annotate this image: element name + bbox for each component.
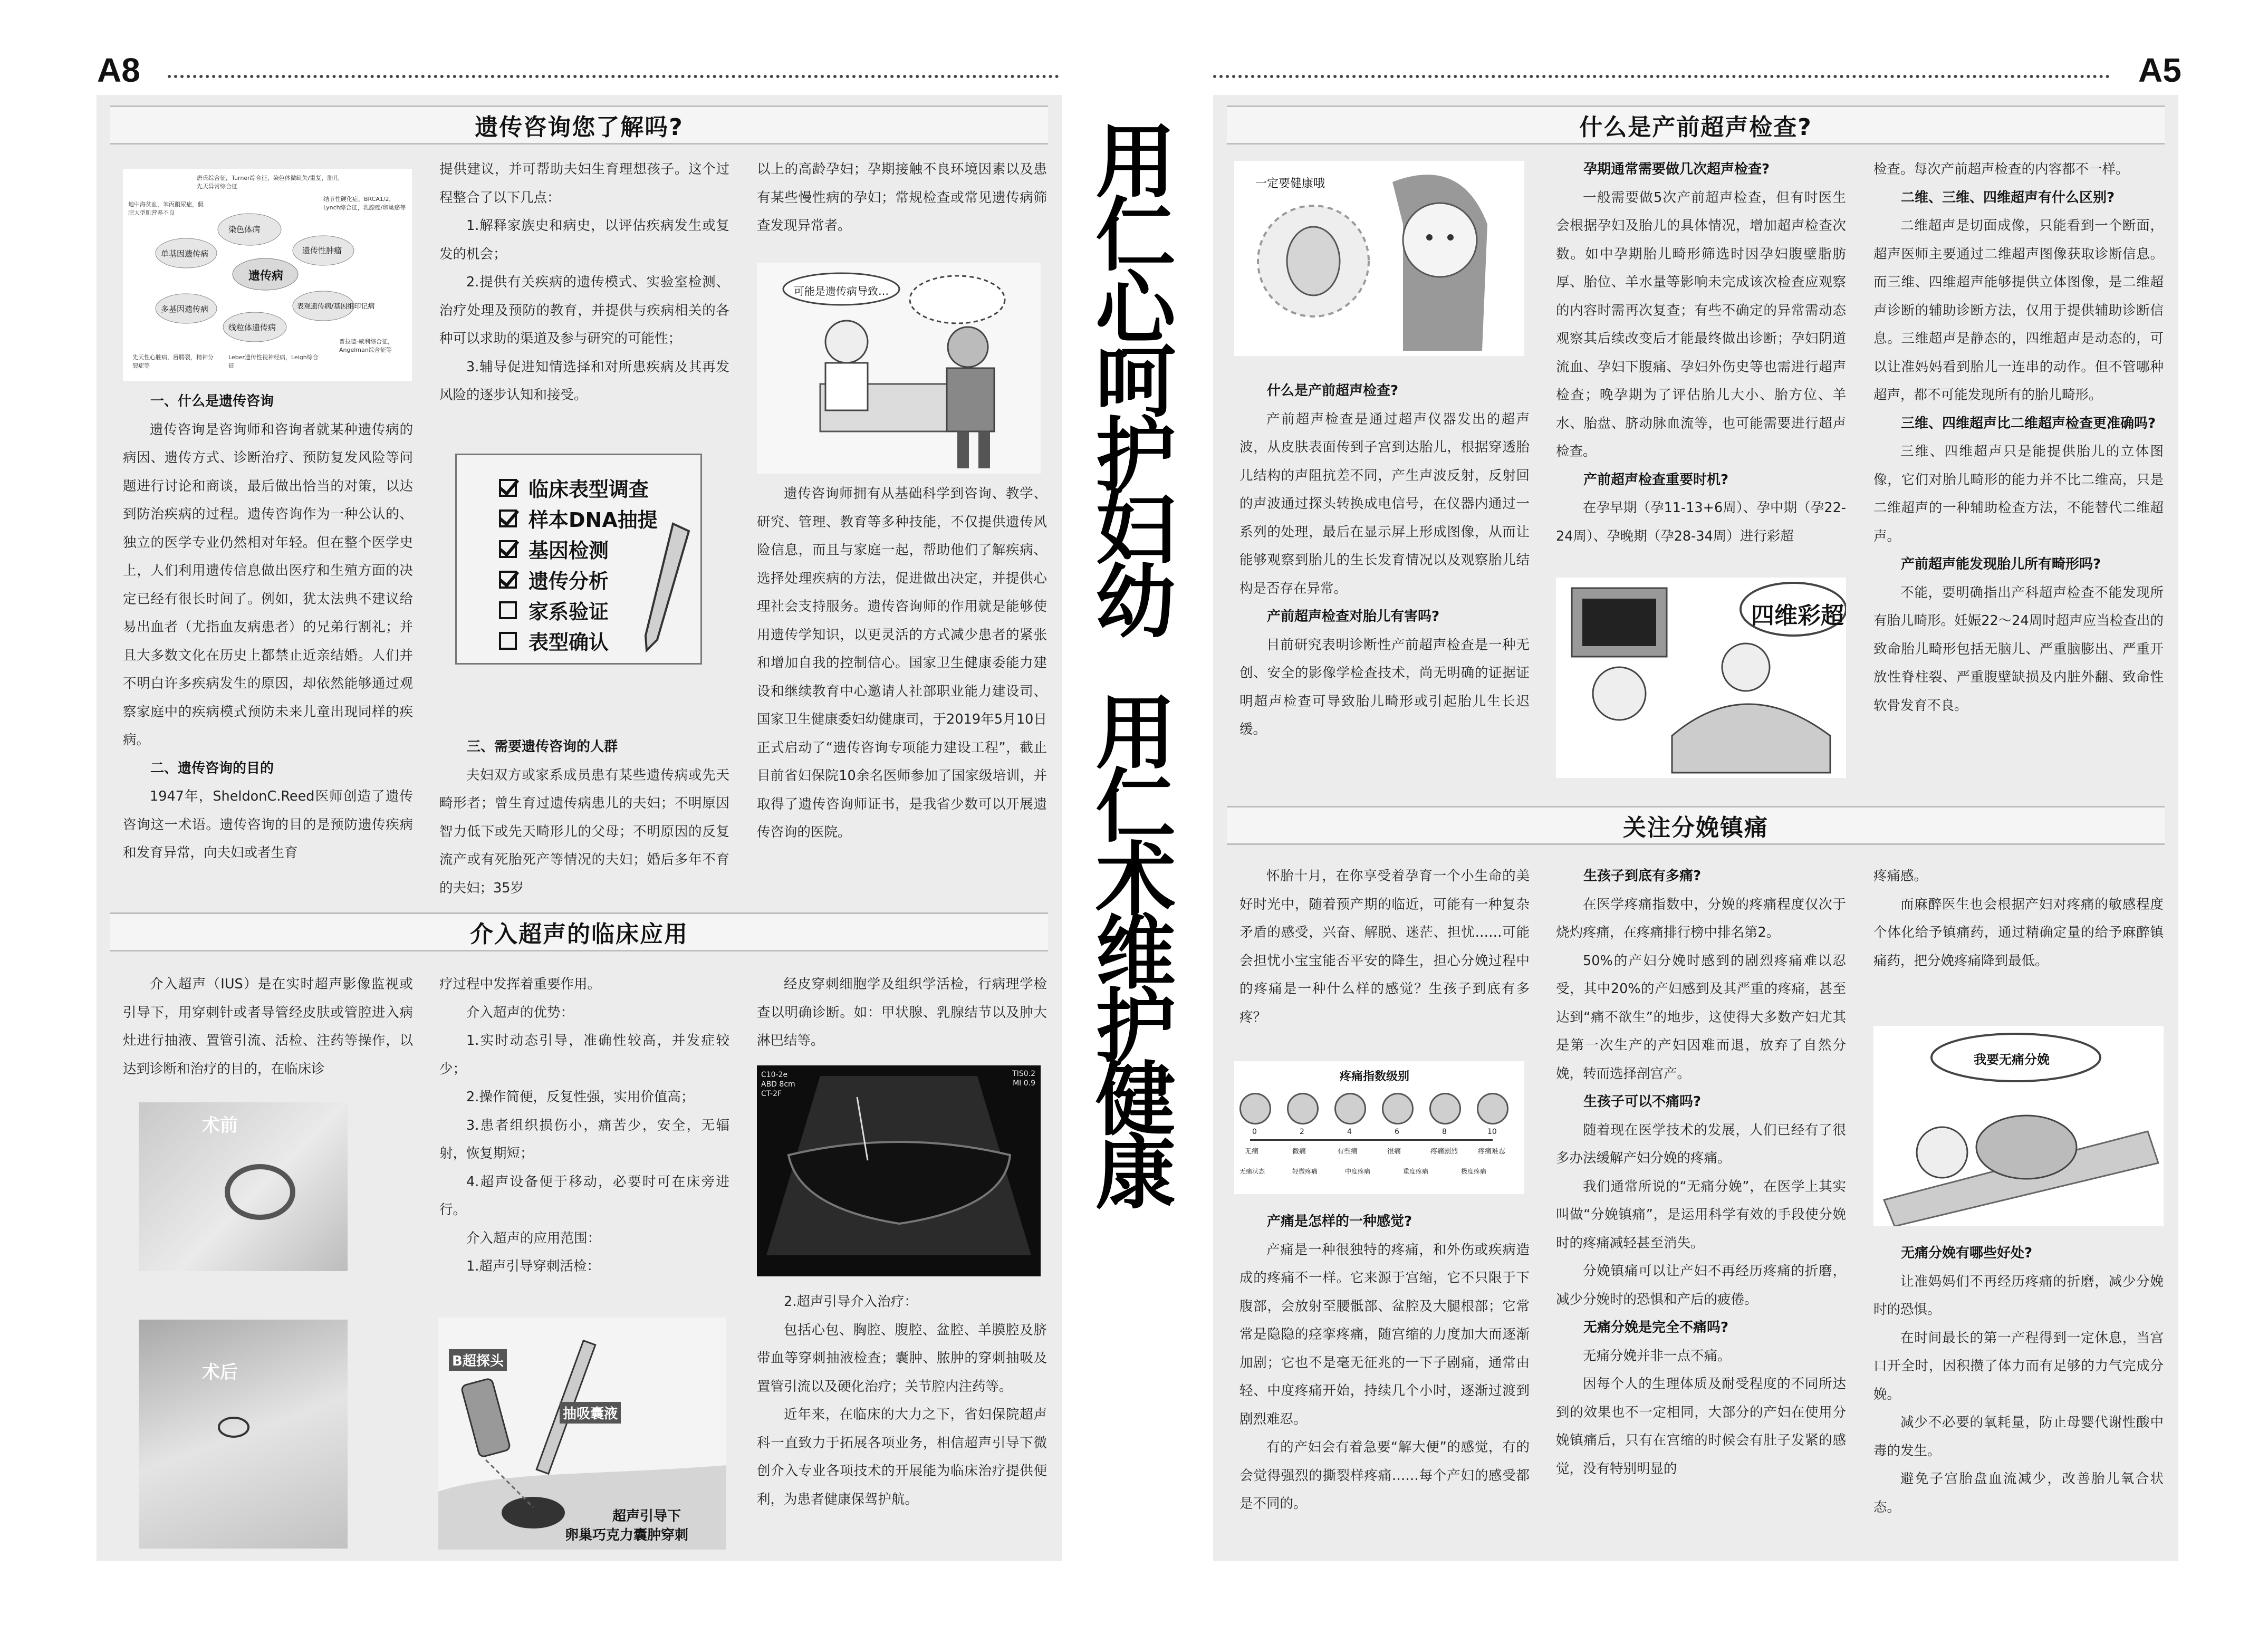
diagram-note-6: 地中海贫血，苯丙酮尿症，假肥大型肌营养不良	[128, 201, 204, 216]
paragraph: 以上的高龄孕妇；孕期接触不良环境因素以及患有某些慢性病的孕妇；常规检查或常见遗传病筛查发现异常者。	[757, 161, 1047, 234]
pain-scale-chart	[1234, 1061, 1524, 1194]
list-item: 1.解释家族史和病史，以评估疾病发生或复发的机会；	[439, 218, 729, 262]
a8-s2-col1	[123, 970, 413, 1092]
list-item: 1.超声引导穿刺活检：	[466, 1258, 600, 1274]
diagram-note-5: 先天性心脏病，唇腭裂，精神分裂症等	[132, 354, 214, 369]
diagram-note-3: 普拉德-威利综合征，Angelman综合征等	[339, 338, 393, 353]
heading: 一、什么是遗传咨询	[150, 393, 274, 409]
face-caption: 很痛	[1387, 1148, 1401, 1156]
checkbox-checked-icon	[499, 540, 517, 558]
4d-ultrasound-illustration	[1556, 578, 1846, 778]
genetic-disease-diagram	[123, 169, 412, 381]
paragraph: 不能，要明确指出产科超声检查不能发现所有胎儿畸形。妊娠22～24周时超声应当检查出的致命胎儿畸形包括无脑儿、严重脑膨出、严重开放性脊柱裂、严重腹壁缺损及内脏外翻、致命性软骨发育不良。	[1873, 584, 2164, 714]
paragraph: 无痛分娩并非一点不痛。	[1583, 1348, 1731, 1364]
header-rule-left	[168, 75, 1059, 78]
genetic-test-checklist-figure	[455, 454, 702, 665]
page-number-left: A8	[97, 51, 140, 89]
scale-line	[1250, 1139, 1493, 1141]
heading: 什么是产前超声检查?	[1267, 383, 1399, 399]
face-icon	[1429, 1093, 1461, 1124]
heading: 无痛分娩有哪些好处?	[1901, 1245, 2033, 1261]
diagram-node-polygenic: 多基因遗传病	[161, 304, 209, 314]
heading: 三、需要遗传咨询的人群	[467, 739, 618, 755]
diagram-note-4: Leber遗传性视神经病，Leigh综合征	[228, 354, 319, 369]
diagram-node-monogenic: 单基因遗传病	[161, 249, 209, 258]
pain-scale-title: 疼痛指数级别	[1340, 1070, 1410, 1083]
heading: 二维、三维、四维超声有什么区别?	[1901, 189, 2115, 206]
heading: 生孩子可以不痛吗?	[1583, 1094, 1702, 1110]
face-caption: 疼痛难忍	[1478, 1148, 1506, 1156]
headline-line-1: 用仁心呵护妇幼	[1095, 116, 1176, 649]
paragraph: 产痛是一种很独特的疼痛，和外伤或疾病造成的疼痛不一样。它来源于宫缩，它不只限于下腹部，会放射至腰骶部、盆腔及大腿根部；它常常是隐隐的痉挛疼痛，随宫缩的力度加大而逐渐加剧；它也不是毫无征兆的一下子剧痛，通常由轻、中度疼痛开始，持续几个小时，逐渐过渡到剧烈难忍。	[1239, 1242, 1530, 1427]
paragraph: 疗过程中发挥着重要作用。	[439, 976, 601, 992]
a5-s2-col1	[1239, 862, 1530, 1036]
paragraph: 近年来，在临床的大力之下，省妇保院超声科一直致力于拓展各项业务，相信超声引导下微创介入专业各项技术的开展能为临床治疗提供便利，为患者健康保驾护航。	[757, 1407, 1047, 1507]
paragraph: 三维、四维超声只是能提供胎儿的立体图像，它们对胎儿畸形的能力并不比二维高，只是二维超声的一种辅助检查方法，不能替代二维超声。	[1873, 444, 2164, 544]
paragraph: 在孕早期（孕11-13+6周）、孕中期（孕22-24周）、孕晚期（孕28-34周）进行彩超	[1556, 500, 1846, 544]
paragraph: 分娩镇痛可以让产妇不再经历疼痛的折磨，减少分娩时的恐惧和产后的疲倦。	[1556, 1263, 1846, 1307]
4d-color-ultrasound-label: 四维彩超	[1751, 602, 1844, 629]
checklist-item: 临床表型调查	[499, 473, 649, 502]
painless-delivery-illustration	[1873, 1026, 2164, 1226]
speech-bubble: 可能是遗传病导致…	[794, 285, 889, 297]
paragraph: 目前研究表明诊断性产前超声检查是一种无创、安全的影像学检查技术，尚无明确的证据证明超声检查可导致胎儿畸形或引起胎儿生长迟缓。	[1239, 637, 1530, 737]
after-label: 术后	[202, 1362, 238, 1383]
heading: 产前超声能发现胎儿所有畸形吗?	[1901, 556, 2101, 572]
diagram-node-tumor: 遗传性肿瘤	[302, 246, 342, 255]
face-caption: 微痛	[1292, 1148, 1306, 1156]
a8-s2-col3	[757, 970, 1047, 1065]
face-caption: 疼痛剧烈	[1430, 1148, 1458, 1156]
a5-s2-col1-lower	[1239, 1208, 1530, 1551]
checklist-item: 遗传分析	[499, 565, 609, 594]
paragraph: 而麻醉医生也会根据产妇对疼痛的敏感程度个体化给予镇痛药，通过精确定量的给予麻醉镇痛药，把分娩疼痛降到最低。	[1873, 896, 2164, 969]
heading: 三维、四维超声比二维超声检查更准确吗?	[1901, 415, 2156, 431]
face-icon	[1334, 1093, 1366, 1124]
paragraph: 减少不必要的氧耗量，防止母婴代谢性酸中毒的发生。	[1873, 1415, 2164, 1459]
diagram-note-2: 结节性硬化症，BRCA1/2，Lynch综合征，乳腺癌/卵巢癌等	[323, 196, 406, 211]
face-icon	[1239, 1093, 1271, 1124]
heading: 生孩子到底有多痛?	[1583, 868, 1702, 884]
a8-s1-col1	[123, 388, 413, 994]
ultrasound-scan-image	[757, 1065, 1041, 1276]
after-surgery-photo	[139, 1320, 348, 1549]
checklist-item: 基因检测	[499, 534, 609, 563]
illustration-caption: 一定要健康哦	[1255, 177, 1325, 190]
paragraph: 让准妈妈们不再经历疼痛的折磨，减少分娩时的恐惧。	[1873, 1273, 2164, 1318]
paragraph: 提供建议，并可帮助夫妇生育理想孩子。这个过程整合了以下几点：	[439, 161, 729, 206]
paragraph: 一般需要做5次产前超声检查，但有时医生会根据孕妇及胎儿的具体情况，增加超声检查次数。如中孕期胎儿畸形筛选时因孕妇腹壁脂肪厚、胎位、羊水量等影响未完成该次检查应观察的内容时需再次复查；有些不确定的异常需动态观察其后续改变后才能最终做出诊断；孕妇阴道流血、孕妇下腹痛、孕妇外伤史等也需进行超声检查；晚孕期为了评估胎儿大小、胎方位、羊水、胎盘、脐动脉血流等，也可能需要进行超声检查。	[1556, 189, 1846, 459]
scale-number: 2	[1300, 1128, 1304, 1136]
checkbox-empty-icon	[499, 632, 517, 650]
list-item: 2.提供有关疾病的遗传模式、实验室检测、治疗处理及预防的教育，并提供与疾病相关的各种可以求助的渠道及参与研究的可能性；	[439, 274, 729, 347]
band-label: 极度疼痛	[1461, 1168, 1487, 1175]
heading: 二、遗传咨询的目的	[150, 760, 274, 776]
list-item: 3.辅导促进知情选择和对所患疾病及其再发风险的逐步认知和接受。	[439, 359, 729, 403]
band-label: 中度疼痛	[1345, 1168, 1371, 1175]
list-item: 3.患者组织损伤小，痛苦少，安全，无辐射，恢复期短；	[439, 1117, 729, 1161]
page-a8	[97, 95, 1062, 1561]
paragraph: 检查。每次产前超声检查的内容都不一样。	[1873, 161, 2129, 177]
paragraph: 有的产妇会有着急要“解大便”的感觉，有的会觉得强烈的撕裂样疼痛……每个产妇的感受都是不同的。	[1239, 1439, 1530, 1512]
mother-fetus-illustration	[1234, 161, 1524, 356]
figure-caption-line1: 超声引导下	[612, 1508, 681, 1524]
paragraph: 介入超声的优势：	[466, 1004, 574, 1021]
list-item: 1.实时动态引导，准确性较高，并发症较少；	[439, 1033, 729, 1077]
center-headline	[1080, 116, 1191, 1220]
diagram-node-epigenetic: 表观遗传病/基因组印记病	[297, 303, 375, 311]
page-a5	[1213, 95, 2178, 1561]
checklist-item: 家系验证	[499, 595, 609, 624]
page-number-right: A5	[2138, 51, 2181, 89]
a5-s2-col3	[1873, 862, 2164, 1021]
us-readout-5: CT-2F	[761, 1090, 782, 1098]
paragraph: 疼痛感。	[1873, 868, 1928, 884]
list-item: 2.操作简便，反复性强，实用价值高；	[466, 1089, 695, 1105]
scale-number: 4	[1347, 1128, 1352, 1136]
checkbox-checked-icon	[499, 571, 517, 589]
a8-s2-col2	[439, 970, 729, 1366]
a8-s1-col3-lower	[757, 480, 1047, 981]
a8-s1-col2	[439, 156, 729, 454]
heading: 孕期通常需要做几次超声检查?	[1583, 161, 1770, 177]
face-icon	[1287, 1093, 1319, 1124]
face-icon	[1477, 1093, 1508, 1124]
a8-s1-col3	[757, 156, 1047, 245]
a5-s1-col3	[1873, 156, 2164, 894]
band-label: 无痛状态	[1239, 1168, 1265, 1175]
us-readout-1: TIS0.2	[1012, 1070, 1035, 1078]
face-icon	[1382, 1093, 1414, 1124]
scale-number: 10	[1487, 1128, 1497, 1136]
paragraph: 介入超声（IUS）是在实时超声影像监视或引导下，用穿刺针或者导管经皮肤或管腔进入病灶进行抽液、置管引流、活检、注药等操作，以达到诊断和治疗的目的，在临床诊	[123, 976, 413, 1077]
list-item: 4.超声设备便于移动，必要时可在床旁进行。	[439, 1174, 729, 1218]
paragraph: 随着现在医学技术的发展，人们已经有了很多办法缓解产妇分娩的疼痛。	[1556, 1122, 1846, 1166]
a8-s2-col3-lower	[757, 1288, 1047, 1552]
heading: 无痛分娩是完全不痛吗?	[1583, 1320, 1729, 1335]
paragraph: 避免子宫胎盘血流减少，改善胎儿氧合状态。	[1873, 1471, 2164, 1515]
paragraph: 遗传咨询是咨询师和咨询者就某种遗传病的病因、遗传方式、诊断治疗、预防复发风险等问题进行讨论和商谈，最后做出恰当的对策，以达到防治疾病的过程。遗传咨询作为一种公认的、独立的医学专业仍然相对年轻。但在整个医学史上，人们利用遗传信息做出医疗和生殖方面的决定已经有很长时间了。例如，犹太法典不建议给易出血者（尤指血友病患者）的兄弟行割礼；并且大多数文化在历史上都禁止近亲结婚。人们并不明白许多疾病发生的原因，却依然能够通过观察家庭中的疾病模式预防未来儿童出现同样的疾病。	[123, 421, 413, 748]
paragraph: 50%的产妇分娩时感到的剧烈疼痛难以忍受，其中20%的产妇感到及其严重的疼痛，甚至达到“痛不欲生”的地步，这使得大多数产妇尤其是第一次生产的产妇因难而退，放弃了自然分娩，转而选择剖宫产。	[1556, 953, 1846, 1082]
a5-s1-col2	[1556, 156, 1846, 551]
checklist-item: 表型确认	[499, 626, 609, 655]
face-caption: 无痛	[1245, 1148, 1259, 1156]
paragraph: 在医学疼痛指数中，分娩的疼痛程度仅次于烧灼疼痛，在疼痛排行榜中排名第2。	[1556, 896, 1846, 940]
aspiration-label: 抽吸囊液	[560, 1402, 621, 1424]
diagram-node-chromosome: 染色体病	[228, 225, 261, 234]
checkbox-checked-icon	[499, 479, 517, 497]
headline-line-2: 用仁术维护健康	[1095, 687, 1176, 1220]
paragraph: 因每个人的生理体质及耐受程度的不同所达到的效果也不一定相同，大部分的产妇在使用分娩镇痛后，只有在宫缩的时候会有肚子发紧的感觉，没有特别明显的	[1556, 1376, 1846, 1477]
paragraph: 产前超声检查是通过超声仪器发出的超声波，从皮肤表面传到子宫到达胎儿，根据穿透胎儿结构的声阻抗差不同，产生声波反射，反射回的声波通过探头转换成电信号，在仪器内通过一系列的处理，最后在显示屏上形成图像，从而让能够观察到胎儿的生长发育情况以及观察胎儿结构是否存在异常。	[1239, 411, 1530, 597]
before-surgery-photo	[139, 1102, 348, 1271]
face-caption: 有些痛	[1337, 1148, 1358, 1156]
diagram-node-mitochondrial: 线粒体遗传病	[228, 323, 276, 332]
diagram-note-1: 唐氏综合征，Turner综合征，染色体微缺失/重复，胎儿先天异常综合征	[197, 175, 339, 190]
section-title-labor-analgesia: 关注分娩镇痛	[1227, 806, 2165, 845]
paragraph: 我们通常所说的“无痛分娩”，在医学上其实叫做“分娩镇痛”，是运用科学有效的手段使分娩时的疼痛减轻甚至消失。	[1556, 1178, 1846, 1251]
band-label: 轻微疼痛	[1292, 1168, 1318, 1175]
paragraph: 在时间最长的第一产程得到一定休息，当宫口开全时，因积攒了体力而有足够的力气完成分娩。	[1873, 1330, 2164, 1402]
paragraph: 怀胎十月，在你享受着孕育一个小生命的美好时光中，随着预产期的临近，可能有一种复杂矛盾的感受，兴奋、解脱、迷茫、担忧……可能会担忧小宝宝能否平安的降生，担心分娩过程中的疼痛是一种什么样的感觉？生孩子到底有多疼？	[1239, 868, 1530, 1025]
paragraph: 经皮穿刺细胞学及组织学活检，行病理学检查以明确诊断。如：甲状腺、乳腺结节以及肿大淋巴结等。	[757, 976, 1047, 1049]
scale-number: 8	[1442, 1128, 1447, 1136]
before-label: 术前	[202, 1115, 238, 1136]
us-readout-2: MI 0.9	[1013, 1079, 1035, 1088]
heading: 产前超声检查重要时机?	[1583, 472, 1729, 488]
section-title-genetic-counseling: 遗传咨询您了解吗?	[110, 105, 1048, 145]
paragraph: 包括心包、胸腔、腹腔、盆腔、羊膜腔及脐带血等穿刺抽液检查；囊肿、脓肿的穿刺抽吸及置管引流以及硬化治疗；关节腔内注药等。	[757, 1322, 1047, 1395]
section-title-prenatal-ultrasound: 什么是产前超声检查?	[1227, 105, 2165, 145]
us-readout-3: C10-2e	[761, 1071, 788, 1079]
ultrasound-probe-figure	[438, 1318, 726, 1550]
section-title-interventional-ultrasound: 介入超声的临床应用	[110, 912, 1048, 951]
scale-number: 6	[1395, 1128, 1399, 1136]
paragraph: 1947年，SheldonC.Reed医师创造了遗传咨询这一术语。遗传咨询的目的是预防遗传疾病和发育异常，向夫妇或者生育	[123, 789, 413, 861]
a5-s2-col2	[1556, 862, 1846, 1551]
heading: 产前超声检查对胎儿有害吗?	[1267, 609, 1440, 624]
checklist-item: 样本DNA抽提	[499, 504, 658, 533]
scale-number: 0	[1252, 1128, 1257, 1136]
a5-s2-col3-lower	[1873, 1239, 2164, 1551]
checkbox-checked-icon	[499, 509, 517, 527]
probe-label: B超探头	[449, 1349, 507, 1371]
us-readout-4: ABD 8cm	[761, 1080, 795, 1089]
diagram-center-label: 遗传病	[248, 270, 284, 283]
paragraph: 介入超声的应用范围：	[466, 1230, 601, 1246]
paragraph: 夫妇双方或家系成员患有某些遗传病或先天畸形者；曾生育过遗传病患儿的夫妇；不明原因智力低下或先天畸形儿的父母；不明原因的反复流产或有死胎死产等情况的夫妇；婚后多年不育的夫妇；35岁	[439, 767, 729, 896]
figure-caption-line2: 卵巢巧克力囊肿穿刺	[565, 1527, 689, 1543]
paragraph: 遗传咨询师拥有从基础科学到咨询、教学、研究、管理、教育等多种技能，不仅提供遗传风险信息，而且与家庭一起，帮助他们了解疾病、选择处理疾病的方法，促进做出决定，并提供心理社会支持服务。遗传咨询师的作用就是能够使用遗传学知识，以更灵活的方式减少患者的紧张和增加自我的控制信心。国家卫生健康委能力建设和继续教育中心邀请人社部职业能力建设司、国家卫生健康委妇幼健康司，于2019年5月10日正式启动了“遗传咨询专项能力建设工程”，截止目前省妇保院10余名医师参加了国家级培训，并取得了遗传咨询师证书，是我省少数可以开展遗传咨询的医院。	[757, 486, 1047, 840]
counselor-cartoon-figure	[757, 263, 1041, 474]
list-item: 2.超声引导介入治疗：	[784, 1294, 918, 1310]
header-rule-right	[1213, 75, 2110, 78]
speech-bubble: 我要无痛分娩	[1974, 1052, 2050, 1067]
band-label: 重度疼痛	[1403, 1168, 1429, 1175]
checkbox-empty-icon	[499, 601, 517, 619]
pencil-icon	[636, 518, 699, 656]
paragraph: 二维超声是切面成像，只能看到一个断面，超声医师主要通过二维超声图像获取诊断信息。而三维、四维超声能够提供立体图像，是二维超声诊断的辅助诊断方法，仅用于提供辅助诊断信息。三维超声是静态的，四维超声是动态的，可以让准妈妈看到胎儿一连串的动作。但不管哪种超声，都不可能发现所有的胎儿畸形。	[1873, 218, 2164, 403]
heading: 产痛是怎样的一种感觉?	[1267, 1214, 1412, 1229]
